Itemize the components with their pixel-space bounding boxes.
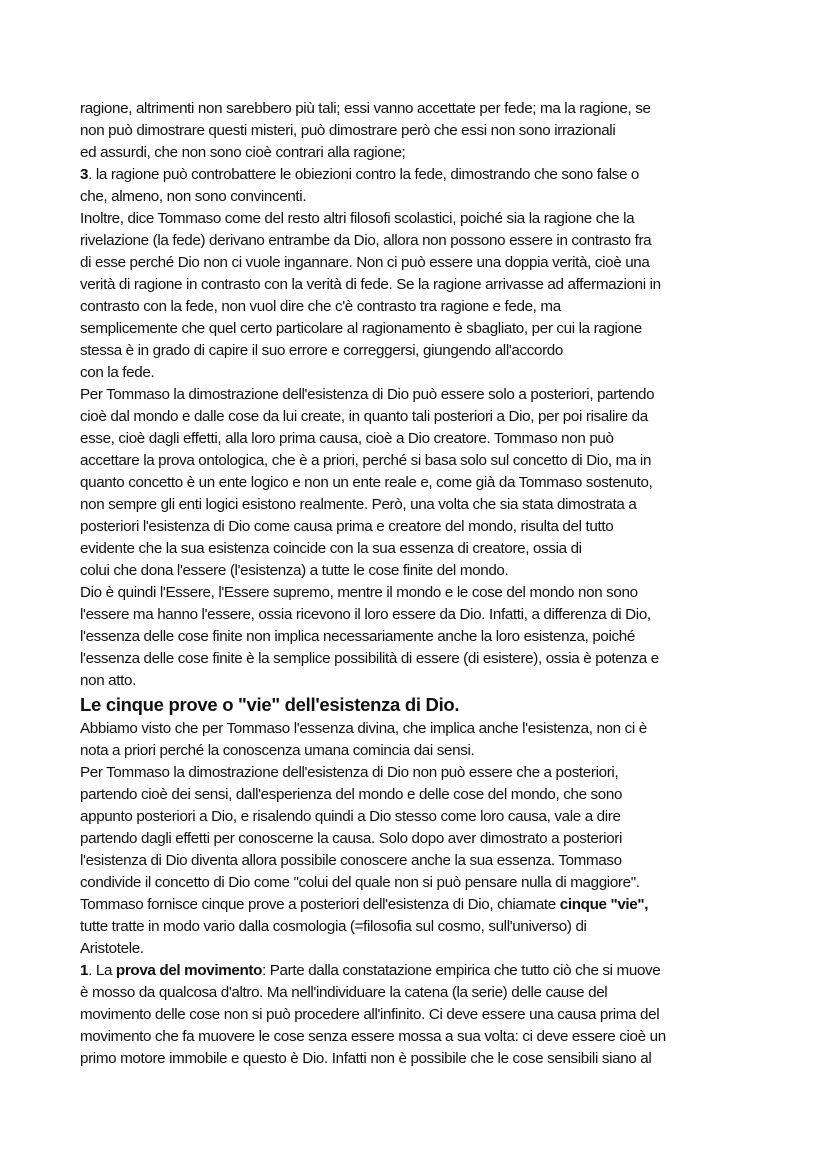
text-fragment: Tommaso fornisce cinque prove a posteriori dell'esistenza di Dio, chiamate — [80, 896, 560, 913]
text-line: partendo cioè dei sensi, dall'esperienza del mondo e delle cose del mondo, che sono — [80, 786, 623, 803]
text-line: accettare la prova ontologica, che è a priori, perché si basa solo sul concetto di Dio, ma in — [80, 452, 652, 469]
list-number: 1 — [80, 962, 89, 979]
text-line: partendo dagli effetti per conoscerne la causa. Solo dopo aver dimostrato a posteriori — [80, 830, 623, 847]
text-line: Per Tommaso la dimostrazione dell'esistenza di Dio può essere solo a posteriori, partendo — [80, 386, 655, 403]
text-line: tutte tratte in modo vario dalla cosmologia (=filosofia sul cosmo, sull'universo) di — [80, 918, 587, 935]
text-line: ed assurdi, che non sono cioè contrari alla ragione; — [80, 144, 406, 161]
text-fragment: : Parte dalla constatazione empirica che tutto ciò che si muove — [262, 962, 661, 979]
text-line: movimento che fa muovere le cose senza essere mossa a sua volta: ci deve essere cioè un — [80, 1028, 666, 1045]
text-line: appunto posteriori a Dio, e risalendo quindi a Dio stesso come loro causa, vale a dire — [80, 808, 621, 825]
text-line — [80, 894, 760, 916]
list-number: 3 — [80, 166, 89, 183]
text-line: cioè dal mondo e dalle cose da lui create, in quanto tali posteriori a Dio, per poi risalire da — [80, 408, 648, 425]
text-line: primo motore immobile e questo è Dio. Infatti non è possibile che le cose sensibili siano al — [80, 1050, 652, 1067]
text-line: non sempre gli enti logici esistono realmente. Però, una volta che sia stata dimostrata a — [80, 496, 637, 513]
text-line: con la fede. — [80, 364, 155, 381]
text-line: l'essenza delle cose finite è la semplice possibilità di essere (di esistere), ossia è potenza e — [80, 650, 659, 667]
text-line: verità di ragione in contrasto con la verità di fede. Se la ragione arrivasse ad affermazioni in — [80, 276, 661, 293]
text-line: l'essere ma hanno l'essere, ossia ricevono il loro essere da Dio. Infatti, a differenza di Dio, — [80, 606, 651, 623]
text-fragment: . La — [88, 962, 116, 979]
bold-term: prova del movimento — [115, 962, 263, 979]
list-item-3 — [80, 164, 760, 186]
text-line: l'esistenza di Dio diventa allora possibile conoscere anche la sua essenza. Tommaso — [80, 852, 622, 869]
text-line: colui che dona l'essere (l'esistenza) a tutte le cose finite del mondo. — [80, 562, 509, 579]
text-line: è mosso da qualcosa d'altro. Ma nell'individuare la catena (la serie) delle cause del — [80, 984, 608, 1001]
text-fragment: . la ragione può controbattere le obiezioni contro la fede, dimostrando che sono false o — [88, 166, 640, 183]
text-line: che, almeno, non sono convincenti. — [80, 188, 307, 205]
document-body — [80, 98, 760, 1070]
text-line: quanto concetto è un ente logico e non un ente reale e, come già da Tommaso sostenuto, — [80, 474, 653, 491]
text-line: Dio è quindi l'Essere, l'Essere supremo, mentre il mondo e le cose del mondo non sono — [80, 584, 638, 601]
text-line: rivelazione (la fede) derivano entrambe da Dio, allora non possono essere in contrasto fra — [80, 232, 652, 249]
text-line: ragione, altrimenti non sarebbero più tali; essi vanno accettate per fede; ma la ragione, se — [80, 100, 651, 117]
text-line: non atto. — [80, 672, 136, 689]
text-line: evidente che la sua esistenza coincide con la sua essenza di creatore, ossia di — [80, 540, 582, 557]
bold-term: cinque "vie", — [559, 896, 649, 913]
section-heading: Le cinque prove o "vie" dell'esistenza di Dio. — [80, 694, 460, 715]
text-line: movimento delle cose non si può procedere all'infinito. Ci deve essere una causa prima del — [80, 1006, 660, 1023]
text-line: Abbiamo visto che per Tommaso l'essenza divina, che implica anche l'esistenza, non ci è — [80, 720, 647, 737]
text-line: Inoltre, dice Tommaso come del resto altri filosofi scolastici, poiché sia la ragione che la — [80, 210, 635, 227]
text-line: Per Tommaso la dimostrazione dell'esistenza di Dio non può essere che a posteriori, — [80, 764, 619, 781]
text-line: esse, cioè dagli effetti, alla loro prima causa, cioè a Dio creatore. Tommaso non può — [80, 430, 614, 447]
text-line: posteriori l'esistenza di Dio come causa prima e creatore del mondo, risulta del tutto — [80, 518, 614, 535]
text-line: l'essenza delle cose finite non implica necessariamente anche la loro esistenza, poiché — [80, 628, 635, 645]
text-line: condivide il concetto di Dio come "colui del quale non si può pensare nulla di maggiore". — [80, 874, 640, 891]
text-line: Aristotele. — [80, 940, 144, 957]
text-line: stessa è in grado di capire il suo errore e correggersi, giungendo all'accordo — [80, 342, 563, 359]
text-line: di esse perché Dio non ci vuole ingannare. Non ci può essere una doppia verità, cioè una — [80, 254, 650, 271]
list-item-1 — [80, 960, 760, 982]
text-line: semplicemente che quel certo particolare al ragionamento è sbagliato, per cui la ragione — [80, 320, 642, 337]
text-line: nota a priori perché la conoscenza umana comincia dai sensi. — [80, 742, 475, 759]
text-line: non può dimostrare questi misteri, può dimostrare però che essi non sono irrazionali — [80, 122, 616, 139]
text-line: contrasto con la fede, non vuol dire che c'è contrasto tra ragione e fede, ma — [80, 298, 561, 315]
